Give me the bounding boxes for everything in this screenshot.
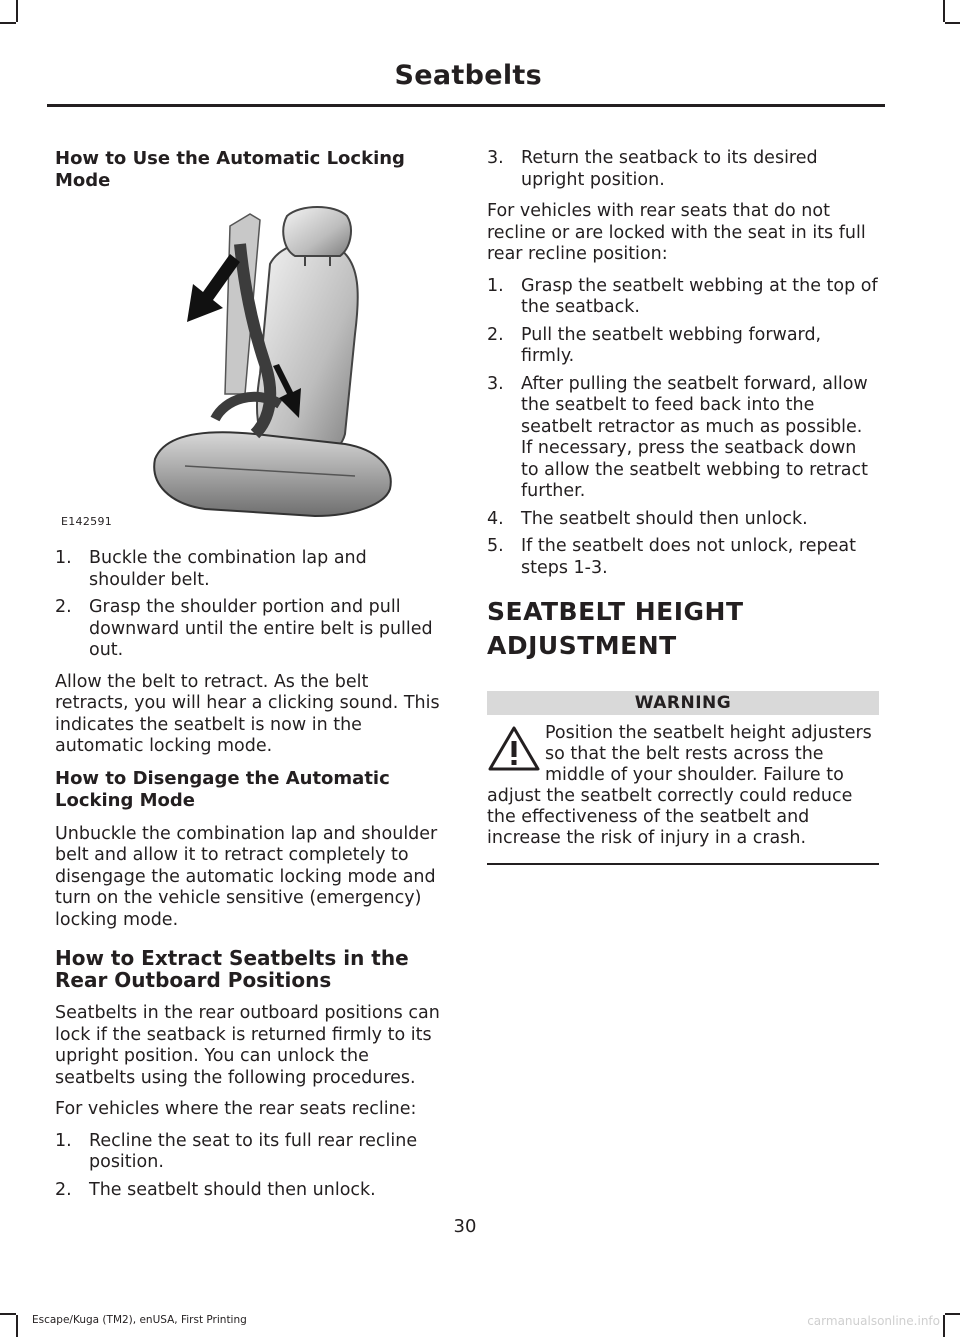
list-number: 4. [487,508,504,529]
list-item [487,509,879,531]
steps-list-top [487,148,879,191]
heading-disengage: How to Disengage the Automatic Locking Mode [55,767,390,811]
page-number: 30 [453,1216,477,1237]
section-heading-line2: ADJUSTMENT [487,631,677,660]
list-item [55,1131,447,1174]
right-column [487,148,879,865]
heading-extract: How to Extract Seatbelts in the Rear Outboard Positions [55,946,409,992]
left-column [55,148,447,1211]
steps-list-2 [55,1131,447,1202]
list-item [487,325,879,368]
list-number: 3. [487,148,504,168]
list-item [487,536,879,579]
list-number: 5. [487,536,504,556]
list-item [487,374,879,503]
list-item [487,148,879,191]
figure-code: E142591 [61,515,113,528]
list-text: Pull the seatbelt webbing forward, firmly. [521,324,822,366]
crop-mark [16,1315,18,1337]
list-text: The seatbelt should then unlock. [89,1179,376,1200]
list-number: 1. [487,275,504,296]
list-number: 2. [487,324,504,345]
header-rule [47,104,885,107]
warning-text: Position the seatbelt height adjusters so that the belt rests across the middle of your shoulder. Failure to adjust the seatbelt correctly could reduce the effectiveness of the seatbelt and increase the risk of injury in a crash. [487,723,872,848]
footer-text: Escape/Kuga (TM2), enUSA, First Printing [32,1314,247,1326]
paragraph: For vehicles where the rear seats recline: [55,1099,417,1119]
list-text: Recline the seat to its full rear recline position. [89,1130,418,1172]
crop-mark [945,1313,960,1315]
paragraph: Allow the belt to retract. As the belt retracts, you will hear a clicking sound. This indicates the seatbelt is now in the automatic locking mode. [55,671,440,756]
section-heading [487,597,879,661]
page-title: Seatbelts [394,60,542,91]
warning-label: WARNING [487,691,879,715]
list-text: The seatbelt should then unlock. [521,508,808,529]
crop-mark [0,22,16,24]
list-number: 3. [487,373,504,394]
list-text: Return the seatback to its desired upright position. [521,148,818,190]
crop-mark [943,1315,945,1337]
seat-illustration [55,204,447,534]
section-heading-line1: SEATBELT HEIGHT [487,597,744,626]
list-number: 1. [55,1130,72,1151]
heading-automatic-locking: How to Use the Automatic Locking Mode [55,148,405,191]
warning-triangle-icon [487,725,541,773]
list-item [55,597,447,662]
seat-seatbelt-image [55,204,447,534]
list-item [55,548,447,591]
list-number: 1. [55,548,72,568]
paragraph: Unbuckle the combination lap and shoulder belt and allow it to retract completely to disengage the automatic locking mode and turn on the vehicle sensitive (emergency) locking mode. [55,823,438,930]
list-text: After pulling the seatbelt forward, allow the seatbelt to feed back into the seatbelt retractor as much as possible. If necessary, press the seatback down to allow the seatbelt webbing to retract further. [521,373,868,501]
watermark: carmanualsonline.info [807,1314,940,1328]
list-number: 2. [55,1179,72,1200]
crop-mark [0,1313,16,1315]
paragraph: Seatbelts in the rear outboard positions can lock if the seatback is returned firmly to its upright position. You can unlock the seatbelts using the following procedures. [55,1003,440,1088]
steps-list-1 [55,548,447,662]
paragraph: For vehicles with rear seats that do not recline or are locked with the seat in its full rear recline position: [487,201,866,264]
steps-list-3 [487,276,879,580]
list-text: If the seatbelt does not unlock, repeat steps 1-3. [521,536,856,578]
warning-box [487,723,879,865]
list-text: Grasp the shoulder portion and pull downward until the entire belt is pulled out. [89,597,433,660]
list-text: Grasp the seatbelt webbing at the top of the seatback. [521,275,878,317]
crop-mark [943,0,945,22]
crop-mark [945,22,960,24]
list-item [487,276,879,319]
list-item [55,1180,447,1202]
list-text: Buckle the combination lap and shoulder belt. [89,548,367,590]
crop-mark [16,0,18,22]
list-number: 2. [55,597,72,617]
